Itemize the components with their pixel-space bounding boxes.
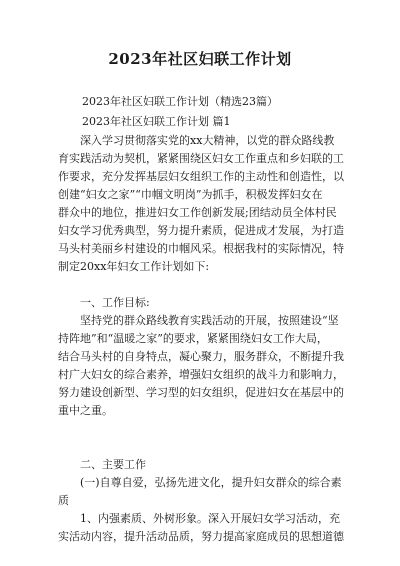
- paragraph-goals: [58, 312, 354, 420]
- paragraph-item-one: [58, 510, 354, 546]
- paragraph-line: 育实践活动为契机，紧紧围绕区妇女工作重点和乡妇联的工: [58, 152, 344, 165]
- paragraph-intro: [58, 132, 354, 276]
- paragraph-line: 创建“妇女之家”“巾帼文明岗”为抓手，积极发挥妇女在: [58, 188, 323, 201]
- paragraph-line: 妇女学习优秀典型，努力提升素质，促进成才发展，为打造: [58, 224, 344, 237]
- paragraph-line: 结合马头村的自身特点，凝心聚力，服务群众，不断提升我: [58, 350, 344, 363]
- paragraph-line: 马头村美丽乡村建设的巾帼风采。根据我村的实际情况，特: [58, 242, 344, 255]
- section-heading-main-work: [58, 456, 354, 474]
- paragraph-line: (一)自尊自爱，弘扬先进文化，提升妇女群众的综合素: [80, 476, 342, 489]
- paragraph-line: 群众中的地位，推进妇女工作创新发展;团结动员全体村民: [58, 206, 337, 219]
- document-subtitle-section: 2023年社区妇联工作计划 篇1: [82, 115, 231, 128]
- paragraph-line: 努力建设创新型、学习型的妇女组织，促进妇女在基层中的: [58, 386, 344, 399]
- section-heading-text: 二、主要工作: [80, 458, 146, 471]
- paragraph-line: 重中之重。: [58, 404, 113, 417]
- paragraph-line: 坚持党的群众路线教育实践活动的开展，按照建设“坚: [80, 314, 339, 327]
- paragraph-line: 实活动内容，提升活动品质，努力提高家庭成员的思想道德: [58, 530, 344, 543]
- document-subtitle-selection: 2023年社区妇联工作计划（精选23篇）: [82, 95, 278, 108]
- paragraph-line: 作要求，充分发挥基层妇女组织工作的主动性和创造性，以: [58, 170, 344, 183]
- paragraph-line: 1、内强素质、外树形象。深入开展妇女学习活动，充: [80, 512, 340, 525]
- document-title: 2023年社区妇联工作计划: [108, 50, 292, 68]
- paragraph-line: 村广大妇女的综合素养，增强妇女组织的战斗力和影响力，: [58, 368, 344, 381]
- section-heading-text: 一、工作目标:: [80, 296, 150, 309]
- paragraph-line: 深入学习贯彻落实党的xx大精神，以党的群众路线教: [80, 134, 335, 147]
- paragraph-line: 持阵地”和“温暖之家”的要求，紧紧围绕妇女工作大局，: [58, 332, 328, 345]
- paragraph-line: 质: [58, 494, 69, 507]
- paragraph-subsection-one: [58, 474, 354, 510]
- paragraph-line: 制定20xx年妇女工作计划如下:: [58, 260, 210, 273]
- section-heading-goals: [58, 294, 354, 312]
